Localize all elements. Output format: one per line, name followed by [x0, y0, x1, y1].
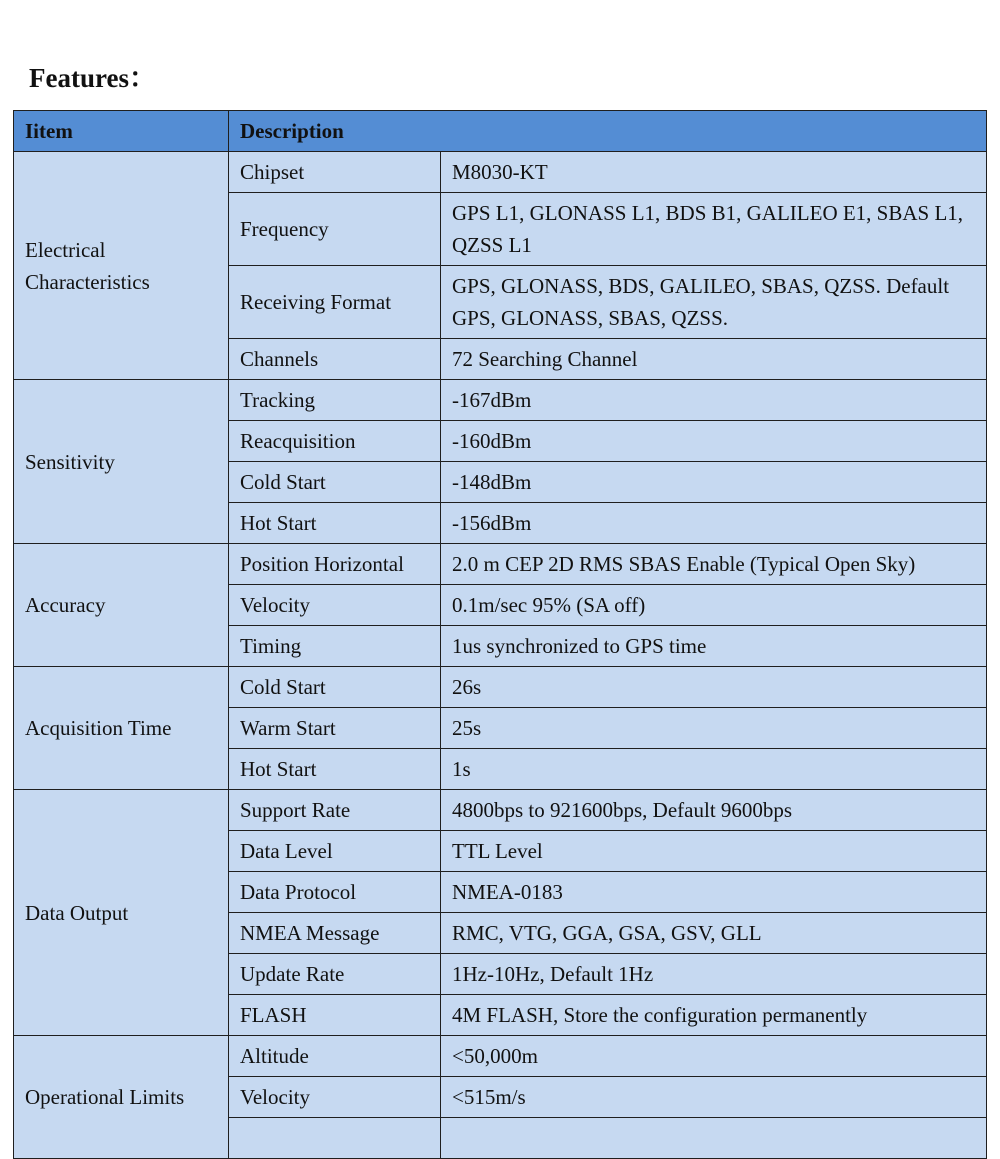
spec-value-cell: 72 Searching Channel	[441, 339, 987, 380]
spec-label-cell: Chipset	[229, 152, 441, 193]
spec-label-cell: Velocity	[229, 1077, 441, 1118]
spec-label-cell: Receiving Format	[229, 266, 441, 339]
spec-value-cell: -148dBm	[441, 462, 987, 503]
table-row	[14, 790, 987, 831]
group-name-cell: Sensitivity	[14, 380, 229, 544]
spec-value-cell: <515m/s	[441, 1077, 987, 1118]
spec-label-cell: Support Rate	[229, 790, 441, 831]
spec-value-cell: -156dBm	[441, 503, 987, 544]
spec-value-cell: GPS, GLONASS, BDS, GALILEO, SBAS, QZSS. Default GPS, GLONASS, SBAS, QZSS.	[441, 266, 987, 339]
page-title: Features：	[29, 63, 156, 93]
table-row	[14, 667, 987, 708]
table-row	[14, 544, 987, 585]
group-name-cell: Acquisition Time	[14, 667, 229, 790]
spec-label-cell: NMEA Message	[229, 913, 441, 954]
header-item: Iitem	[14, 111, 229, 152]
spec-value-cell: 4800bps to 921600bps, Default 9600bps	[441, 790, 987, 831]
spec-label-cell: Tracking	[229, 380, 441, 421]
spec-value-cell: 1us synchronized to GPS time	[441, 626, 987, 667]
spec-label-cell: Data Level	[229, 831, 441, 872]
table-header-row	[14, 111, 987, 152]
spec-label-cell: Cold Start	[229, 667, 441, 708]
spec-value-cell: RMC, VTG, GGA, GSA, GSV, GLL	[441, 913, 987, 954]
spec-label-cell: Timing	[229, 626, 441, 667]
spec-value-cell: 25s	[441, 708, 987, 749]
spec-label-cell: Cold Start	[229, 462, 441, 503]
group-name-cell: Electrical Characteristics	[14, 152, 229, 380]
spec-value-cell: 1Hz-10Hz, Default 1Hz	[441, 954, 987, 995]
spec-label-cell: Position Horizontal	[229, 544, 441, 585]
spec-value-cell: 0.1m/sec 95% (SA off)	[441, 585, 987, 626]
table-row	[14, 1036, 987, 1077]
spec-value-cell: TTL Level	[441, 831, 987, 872]
spec-label-cell	[229, 1118, 441, 1159]
spec-value-cell: 1s	[441, 749, 987, 790]
spec-label-cell: Warm Start	[229, 708, 441, 749]
table-row	[14, 380, 987, 421]
spec-value-cell: M8030-KT	[441, 152, 987, 193]
spec-label-cell: Velocity	[229, 585, 441, 626]
spec-label-cell: Altitude	[229, 1036, 441, 1077]
spec-label-cell: Frequency	[229, 193, 441, 266]
features-table	[13, 110, 987, 1159]
spec-value-cell: 2.0 m CEP 2D RMS SBAS Enable (Typical Open Sky)	[441, 544, 987, 585]
spec-value-cell: <50,000m	[441, 1036, 987, 1077]
spec-label-cell: Hot Start	[229, 503, 441, 544]
group-name-cell: Accuracy	[14, 544, 229, 667]
spec-label-cell: Data Protocol	[229, 872, 441, 913]
group-name-cell: Operational Limits	[14, 1036, 229, 1159]
spec-label-cell: Reacquisition	[229, 421, 441, 462]
spec-value-cell	[441, 1118, 987, 1159]
table-row	[14, 152, 987, 193]
spec-value-cell: -167dBm	[441, 380, 987, 421]
header-description: Description	[229, 111, 987, 152]
spec-value-cell: NMEA-0183	[441, 872, 987, 913]
group-name-cell: Data Output	[14, 790, 229, 1036]
spec-label-cell: Channels	[229, 339, 441, 380]
spec-value-cell: GPS L1, GLONASS L1, BDS B1, GALILEO E1, SBAS L1, QZSS L1	[441, 193, 987, 266]
spec-label-cell: FLASH	[229, 995, 441, 1036]
table-body	[14, 152, 987, 1159]
spec-value-cell: 26s	[441, 667, 987, 708]
spec-value-cell: 4M FLASH, Store the configuration permanently	[441, 995, 987, 1036]
spec-value-cell: -160dBm	[441, 421, 987, 462]
spec-label-cell: Update Rate	[229, 954, 441, 995]
spec-label-cell: Hot Start	[229, 749, 441, 790]
